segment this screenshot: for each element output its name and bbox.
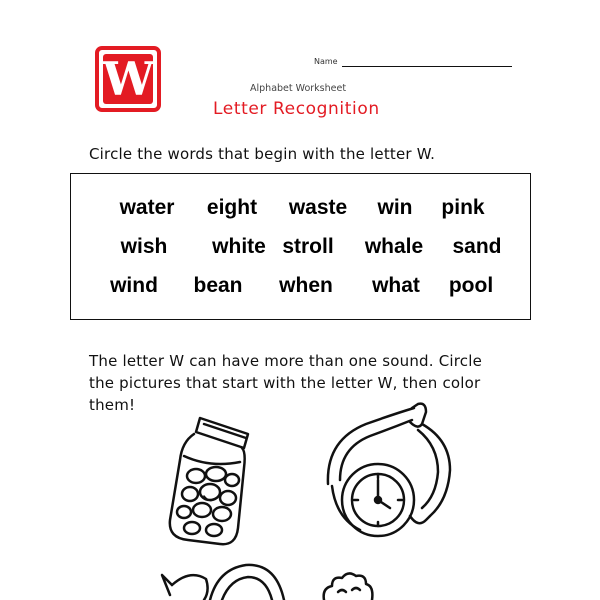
instruction-line: them!: [89, 396, 136, 414]
name-line[interactable]: [342, 66, 512, 67]
word[interactable]: white: [212, 235, 266, 258]
word-box: [70, 173, 531, 320]
word[interactable]: bean: [193, 274, 243, 297]
word[interactable]: when: [279, 274, 333, 297]
worksheet-subtitle: Alphabet Worksheet: [250, 83, 347, 94]
word[interactable]: pool: [448, 274, 494, 297]
name-label: Name: [314, 57, 338, 66]
word[interactable]: stroll: [282, 235, 334, 258]
word[interactable]: whale: [364, 235, 424, 258]
instruction-text: Circle the words that begin with the letter W.: [89, 145, 436, 163]
instruction-line: the pictures that start with the letter W, then color: [89, 374, 481, 392]
letter-w-logo: [95, 46, 161, 112]
instruction-line: The letter W can have more than one sound. Circle: [89, 352, 483, 370]
plant-icon[interactable]: [318, 570, 378, 600]
word[interactable]: eight: [206, 196, 258, 219]
word[interactable]: pink: [441, 196, 485, 219]
fish-icon[interactable]: [160, 555, 290, 600]
jar-icon[interactable]: [160, 412, 260, 548]
word[interactable]: waste: [288, 196, 348, 219]
word[interactable]: water: [119, 196, 175, 219]
watch-icon[interactable]: [322, 400, 462, 550]
picture-instructions: [89, 350, 529, 416]
word[interactable]: win: [377, 196, 413, 219]
word[interactable]: wish: [120, 235, 168, 258]
word[interactable]: what: [372, 274, 420, 297]
word[interactable]: sand: [452, 235, 502, 258]
logo-letter: W: [102, 52, 154, 106]
worksheet-title: Letter Recognition: [213, 99, 380, 119]
word[interactable]: wind: [110, 274, 158, 297]
logo-fill: [103, 54, 153, 104]
